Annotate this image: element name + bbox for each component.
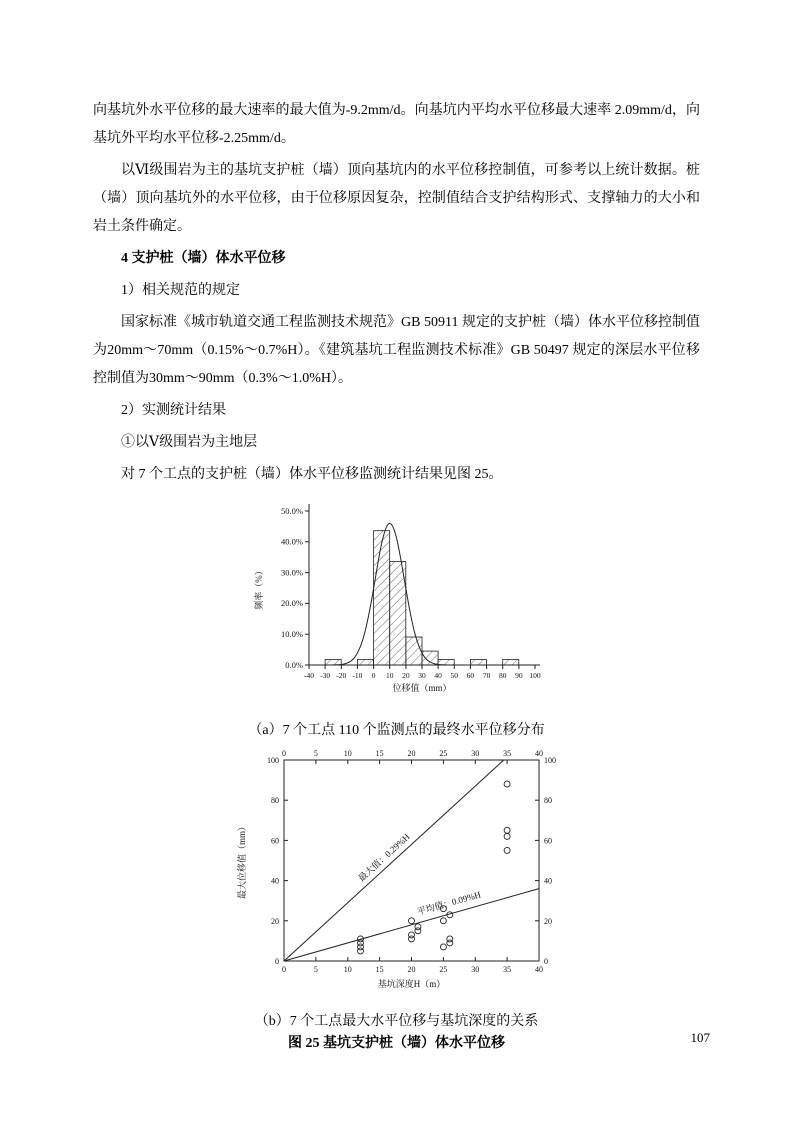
svg-text:30: 30 bbox=[470, 749, 479, 758]
svg-text:5: 5 bbox=[313, 749, 318, 758]
svg-text:40: 40 bbox=[433, 671, 442, 680]
svg-text:40.0%: 40.0% bbox=[280, 536, 303, 547]
svg-text:40: 40 bbox=[270, 876, 279, 886]
svg-text:10: 10 bbox=[343, 749, 352, 758]
caption-figure-25b: （b）7 个工点最大水平位移与基坑深度的关系 bbox=[254, 1014, 539, 1029]
svg-text:80: 80 bbox=[498, 671, 506, 680]
svg-text:10: 10 bbox=[343, 965, 352, 974]
svg-text:25: 25 bbox=[438, 749, 447, 758]
svg-text:10: 10 bbox=[385, 671, 393, 680]
caption-figure-25a: （a）7 个工点 110 个监测点的最终水平位移分布 bbox=[248, 723, 545, 738]
svg-text:基坑深度H（m）: 基坑深度H（m） bbox=[377, 979, 445, 989]
svg-text:最大值：0.29%H: 最大值：0.29%H bbox=[355, 831, 412, 884]
svg-text:100: 100 bbox=[543, 756, 556, 765]
svg-text:20: 20 bbox=[407, 749, 415, 758]
svg-text:60: 60 bbox=[466, 671, 474, 680]
paragraph-displacement-rates: 向基坑外水平位移的最大速率的最大值为-9.2mm/d。向基坑内平均水平位移最大速率 2.09mm/d，向基坑外平均水平位移-2.25mm/d。 bbox=[93, 103, 700, 146]
svg-text:100: 100 bbox=[528, 671, 541, 680]
svg-text:20: 20 bbox=[401, 671, 410, 680]
svg-text:平均值：0.09%H: 平均值：0.09%H bbox=[415, 889, 482, 917]
svg-text:0: 0 bbox=[281, 749, 286, 758]
svg-text:位移值（mm）: 位移值（mm） bbox=[391, 683, 452, 693]
histogram-chart bbox=[247, 497, 547, 695]
section-heading-4: 4 支护桩（墙）体水平位移 bbox=[121, 251, 286, 266]
svg-text:30: 30 bbox=[417, 671, 426, 680]
svg-text:15: 15 bbox=[375, 749, 384, 758]
svg-text:60: 60 bbox=[543, 836, 552, 846]
subheading-measured-results: 2）实测统计结果 bbox=[121, 403, 226, 418]
svg-text:90: 90 bbox=[514, 671, 523, 680]
svg-text:40: 40 bbox=[534, 749, 543, 758]
page-number: 107 bbox=[690, 1030, 710, 1045]
paragraph-figure-reference: 对 7 个工点的支护桩（墙）体水平位移监测统计结果见图 25。 bbox=[121, 467, 503, 482]
svg-text:50.0%: 50.0% bbox=[280, 505, 303, 516]
svg-text:25: 25 bbox=[438, 965, 447, 974]
svg-text:15: 15 bbox=[375, 965, 384, 974]
scatter-chart bbox=[232, 744, 562, 1006]
svg-text:最大位移值（mm）: 最大位移值（mm） bbox=[236, 821, 247, 900]
svg-text:0: 0 bbox=[281, 965, 286, 974]
svg-text:0: 0 bbox=[274, 957, 279, 966]
svg-text:40: 40 bbox=[534, 965, 543, 974]
svg-text:80: 80 bbox=[543, 796, 552, 806]
svg-text:20: 20 bbox=[270, 916, 279, 926]
svg-text:-30: -30 bbox=[319, 671, 330, 680]
svg-text:-20: -20 bbox=[335, 671, 346, 680]
svg-text:-10: -10 bbox=[351, 671, 362, 680]
svg-text:20: 20 bbox=[407, 965, 415, 974]
svg-text:30.0%: 30.0% bbox=[280, 567, 303, 578]
svg-text:35: 35 bbox=[502, 965, 511, 974]
figure-25-title: 图 25 基坑支护桩（墙）体水平位移 bbox=[288, 1036, 505, 1051]
svg-text:5: 5 bbox=[313, 965, 318, 974]
svg-text:40: 40 bbox=[543, 876, 552, 886]
paragraph-standards-detail: 国家标准《城市轨道交通工程监测技术规范》GB 50911 规定的支护桩（墙）体水平位移控制值为20mm～70mm（0.15%～0.7%H）。《建筑基坑工程监测技术标准》GB 50497 规定的深层水平位移控制值为30mm～90mm（0.3%～1.0%H）。 bbox=[93, 315, 700, 386]
paragraph-control-values: 以Ⅵ级围岩为主的基坑支护桩（墙）顶向基坑内的水平位移控制值，可参考以上统计数据。桩（墙）顶向基坑外的水平位移，由于位移原因复杂，控制值结合支护结构形式、支撑轴力的大小和岩土条件确定。 bbox=[93, 163, 700, 234]
svg-text:0: 0 bbox=[543, 957, 548, 966]
figure-25a-container bbox=[93, 497, 700, 700]
svg-text:60: 60 bbox=[270, 836, 279, 846]
subheading-grade-v-strata: ①以Ⅴ级围岩为主地层 bbox=[121, 435, 258, 450]
svg-text:20: 20 bbox=[543, 916, 552, 926]
svg-text:0.0%: 0.0% bbox=[284, 659, 303, 670]
svg-text:频率（%）: 频率（%） bbox=[253, 566, 264, 610]
svg-text:0: 0 bbox=[371, 671, 375, 680]
svg-text:-40: -40 bbox=[303, 671, 314, 680]
subheading-standards: 1）相关规范的规定 bbox=[121, 283, 240, 298]
svg-text:50: 50 bbox=[450, 671, 458, 680]
svg-text:70: 70 bbox=[482, 671, 490, 680]
svg-text:20.0%: 20.0% bbox=[280, 598, 303, 609]
svg-text:35: 35 bbox=[502, 749, 511, 758]
svg-text:10.0%: 10.0% bbox=[280, 629, 303, 639]
figure-25b-container bbox=[93, 744, 700, 1011]
svg-text:30: 30 bbox=[470, 965, 479, 974]
svg-text:100: 100 bbox=[266, 756, 279, 765]
svg-text:80: 80 bbox=[270, 796, 279, 806]
